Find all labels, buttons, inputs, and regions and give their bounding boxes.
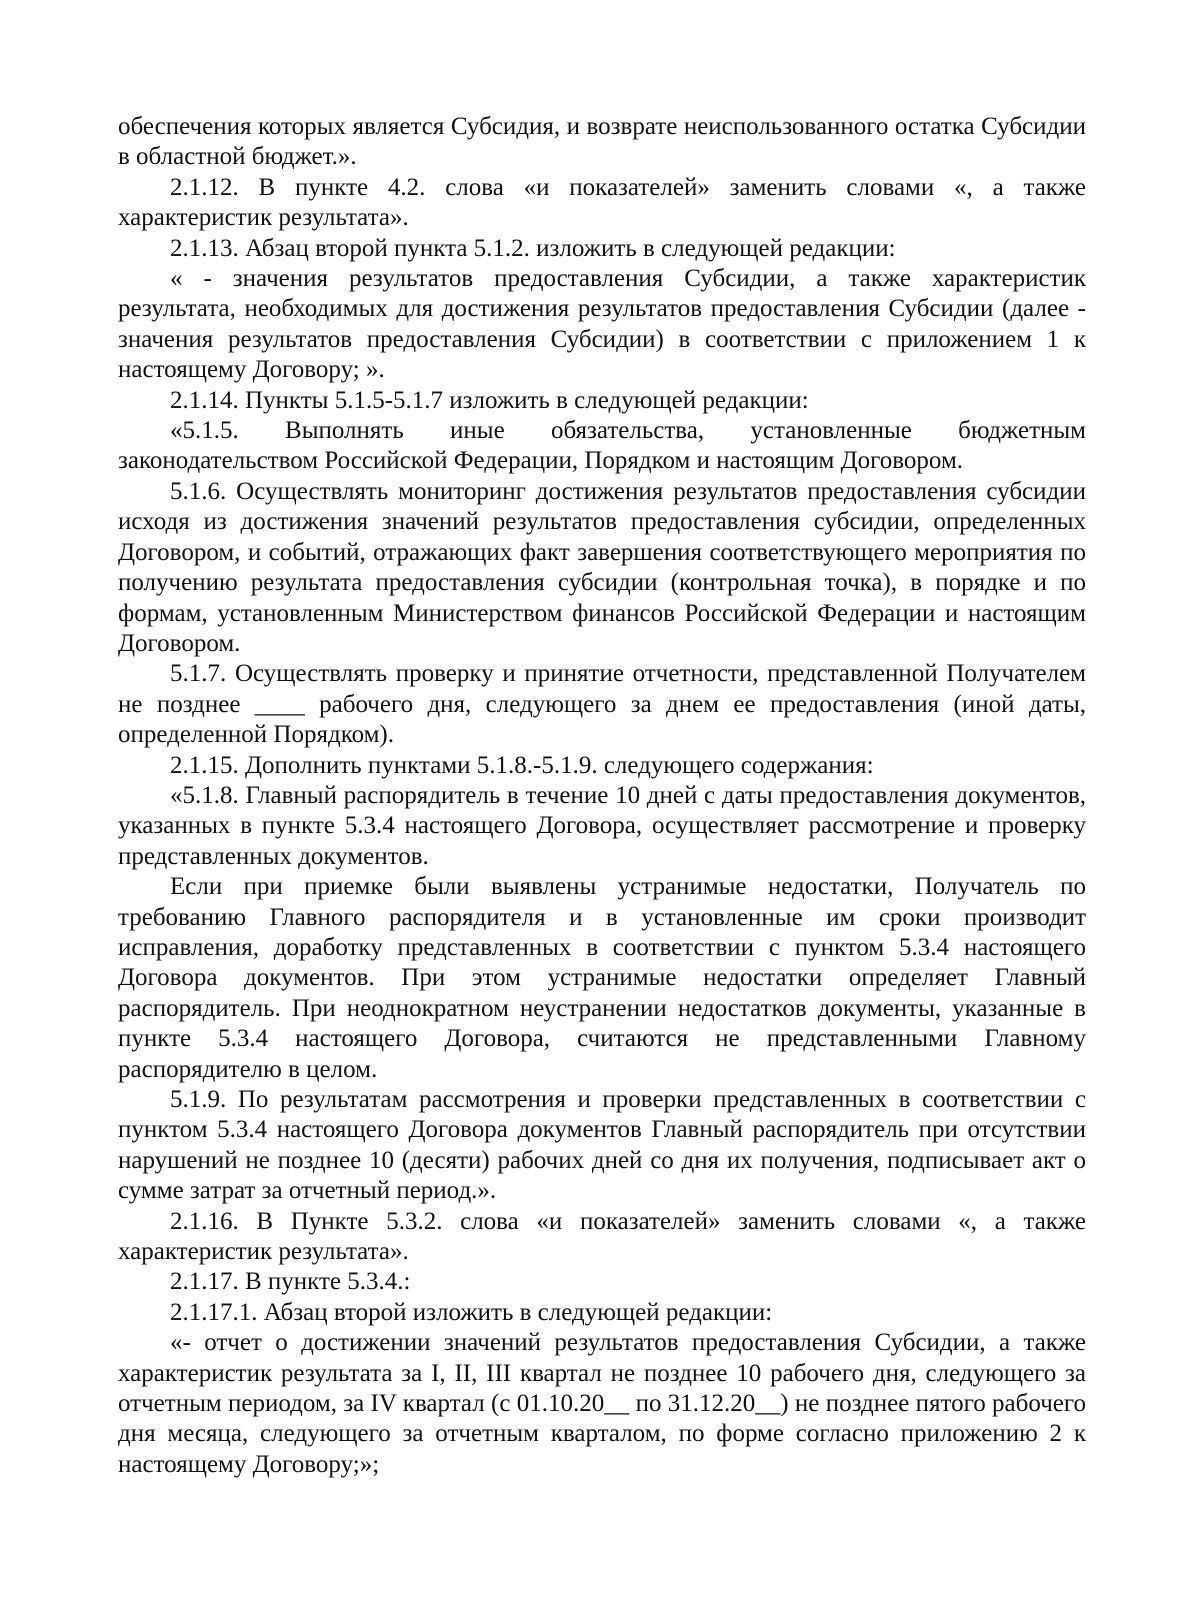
- paragraph-2-1-17-1: 2.1.17.1. Абзац второй изложить в следующей редакции:: [170, 1298, 773, 1326]
- paragraph-defects: Если при приемке были выявлены устранимые недостатки, Получатель по требованию Главного распорядителя и в установленные им сроки производит исправления, доработку представленных в соответствии с пунктом 5.3.4 настоящего Договора документов. При этом устранимые недостатки определяет Главный распорядитель. При неоднократном неустранении недостатков документы, указанные в пункте 5.3.4 настоящего Договора, считаются не представленными Главному распорядителю в целом.: [118, 873, 1086, 1083]
- paragraph-2-1-14: 2.1.14. Пункты 5.1.5-5.1.7 изложить в следующей редакции:: [170, 386, 809, 414]
- paragraph-5-1-2-text: « - значения результатов предоставления Субсидии, а также характеристик результата, необходимых для достижения результатов предоставления Субсидии (далее - значения результатов предоставления Субсидии) в соответствии с приложением 1 к настоящему Договору; ».: [118, 265, 1086, 384]
- document-page: [118, 112, 1086, 1480]
- paragraph-continuation: обеспечения которых является Субсидия, и возврате неиспользованного остатка Субсидии в областной бюджет.».: [118, 113, 1086, 171]
- paragraph-2-1-12: 2.1.12. В пункте 4.2. слова «и показателей» заменить словами «, а также характеристик результата».: [118, 173, 1086, 232]
- paragraph-2-1-13: 2.1.13. Абзац второй пункта 5.1.2. изложить в следующей редакции:: [170, 234, 896, 262]
- paragraph-5-1-5: «5.1.5. Выполнять иные обязательства, установленные бюджетным законодательством Российской Федерации, Порядком и настоящим Договором.: [118, 417, 1086, 475]
- paragraph-5-1-6: 5.1.6. Осуществлять мониторинг достижения результатов предоставления субсидии исходя из достижения значений результатов предоставления субсидии, определенных Договором, и событий, отражающих факт завершения соответствующего мероприятия по получению результата предоставления субсидии (контрольная точка), в порядке и по формам, установленным Министерством финансов Российской Федерации и настоящим Договором.: [118, 477, 1086, 657]
- paragraph-2-1-16: 2.1.16. В Пункте 5.3.2. слова «и показателей» заменить словами «, а также характеристик результата».: [118, 1207, 1086, 1266]
- paragraph-5-1-8: «5.1.8. Главный распорядитель в течение 10 дней с даты предоставления документов, указанных в пункте 5.3.4 настоящего Договора, осуществляет рассмотрение и проверку представленных документов.: [118, 781, 1086, 870]
- paragraph-5-1-7: 5.1.7. Осуществлять проверку и принятие отчетности, представленной Получателем не позднее ____ рабочего дня, следующего за днем ее предоставления (иной даты, определенной Порядком).: [118, 660, 1086, 749]
- paragraph-2-1-17: 2.1.17. В пункте 5.3.4.:: [170, 1268, 411, 1296]
- paragraph-2-1-15: 2.1.15. Дополнить пунктами 5.1.8.-5.1.9. следующего содержания:: [170, 751, 874, 779]
- paragraph-5-1-9: 5.1.9. По результатам рассмотрения и проверки представленных в соответствии с пунктом 5.3.4 настоящего Договора документов Главный распорядитель при отсутствии нарушений не позднее 10 (десяти) рабочих дней со дня их получения, подписывает акт о сумме затрат за отчетный период.».: [118, 1086, 1086, 1205]
- paragraph-report-text: «- отчет о достижении значений результатов предоставления Субсидии, а также характеристик результата за I, II, III квартал не позднее 10 рабочего дня, следующего за отчетным периодом, за IV квартал (с 01.10.20__ по 31.12.20__) не позднее пятого рабочего дня месяца, следующего за отчетным кварталом, по форме согласно приложению 2 к настоящему Договору;»;: [118, 1329, 1086, 1478]
